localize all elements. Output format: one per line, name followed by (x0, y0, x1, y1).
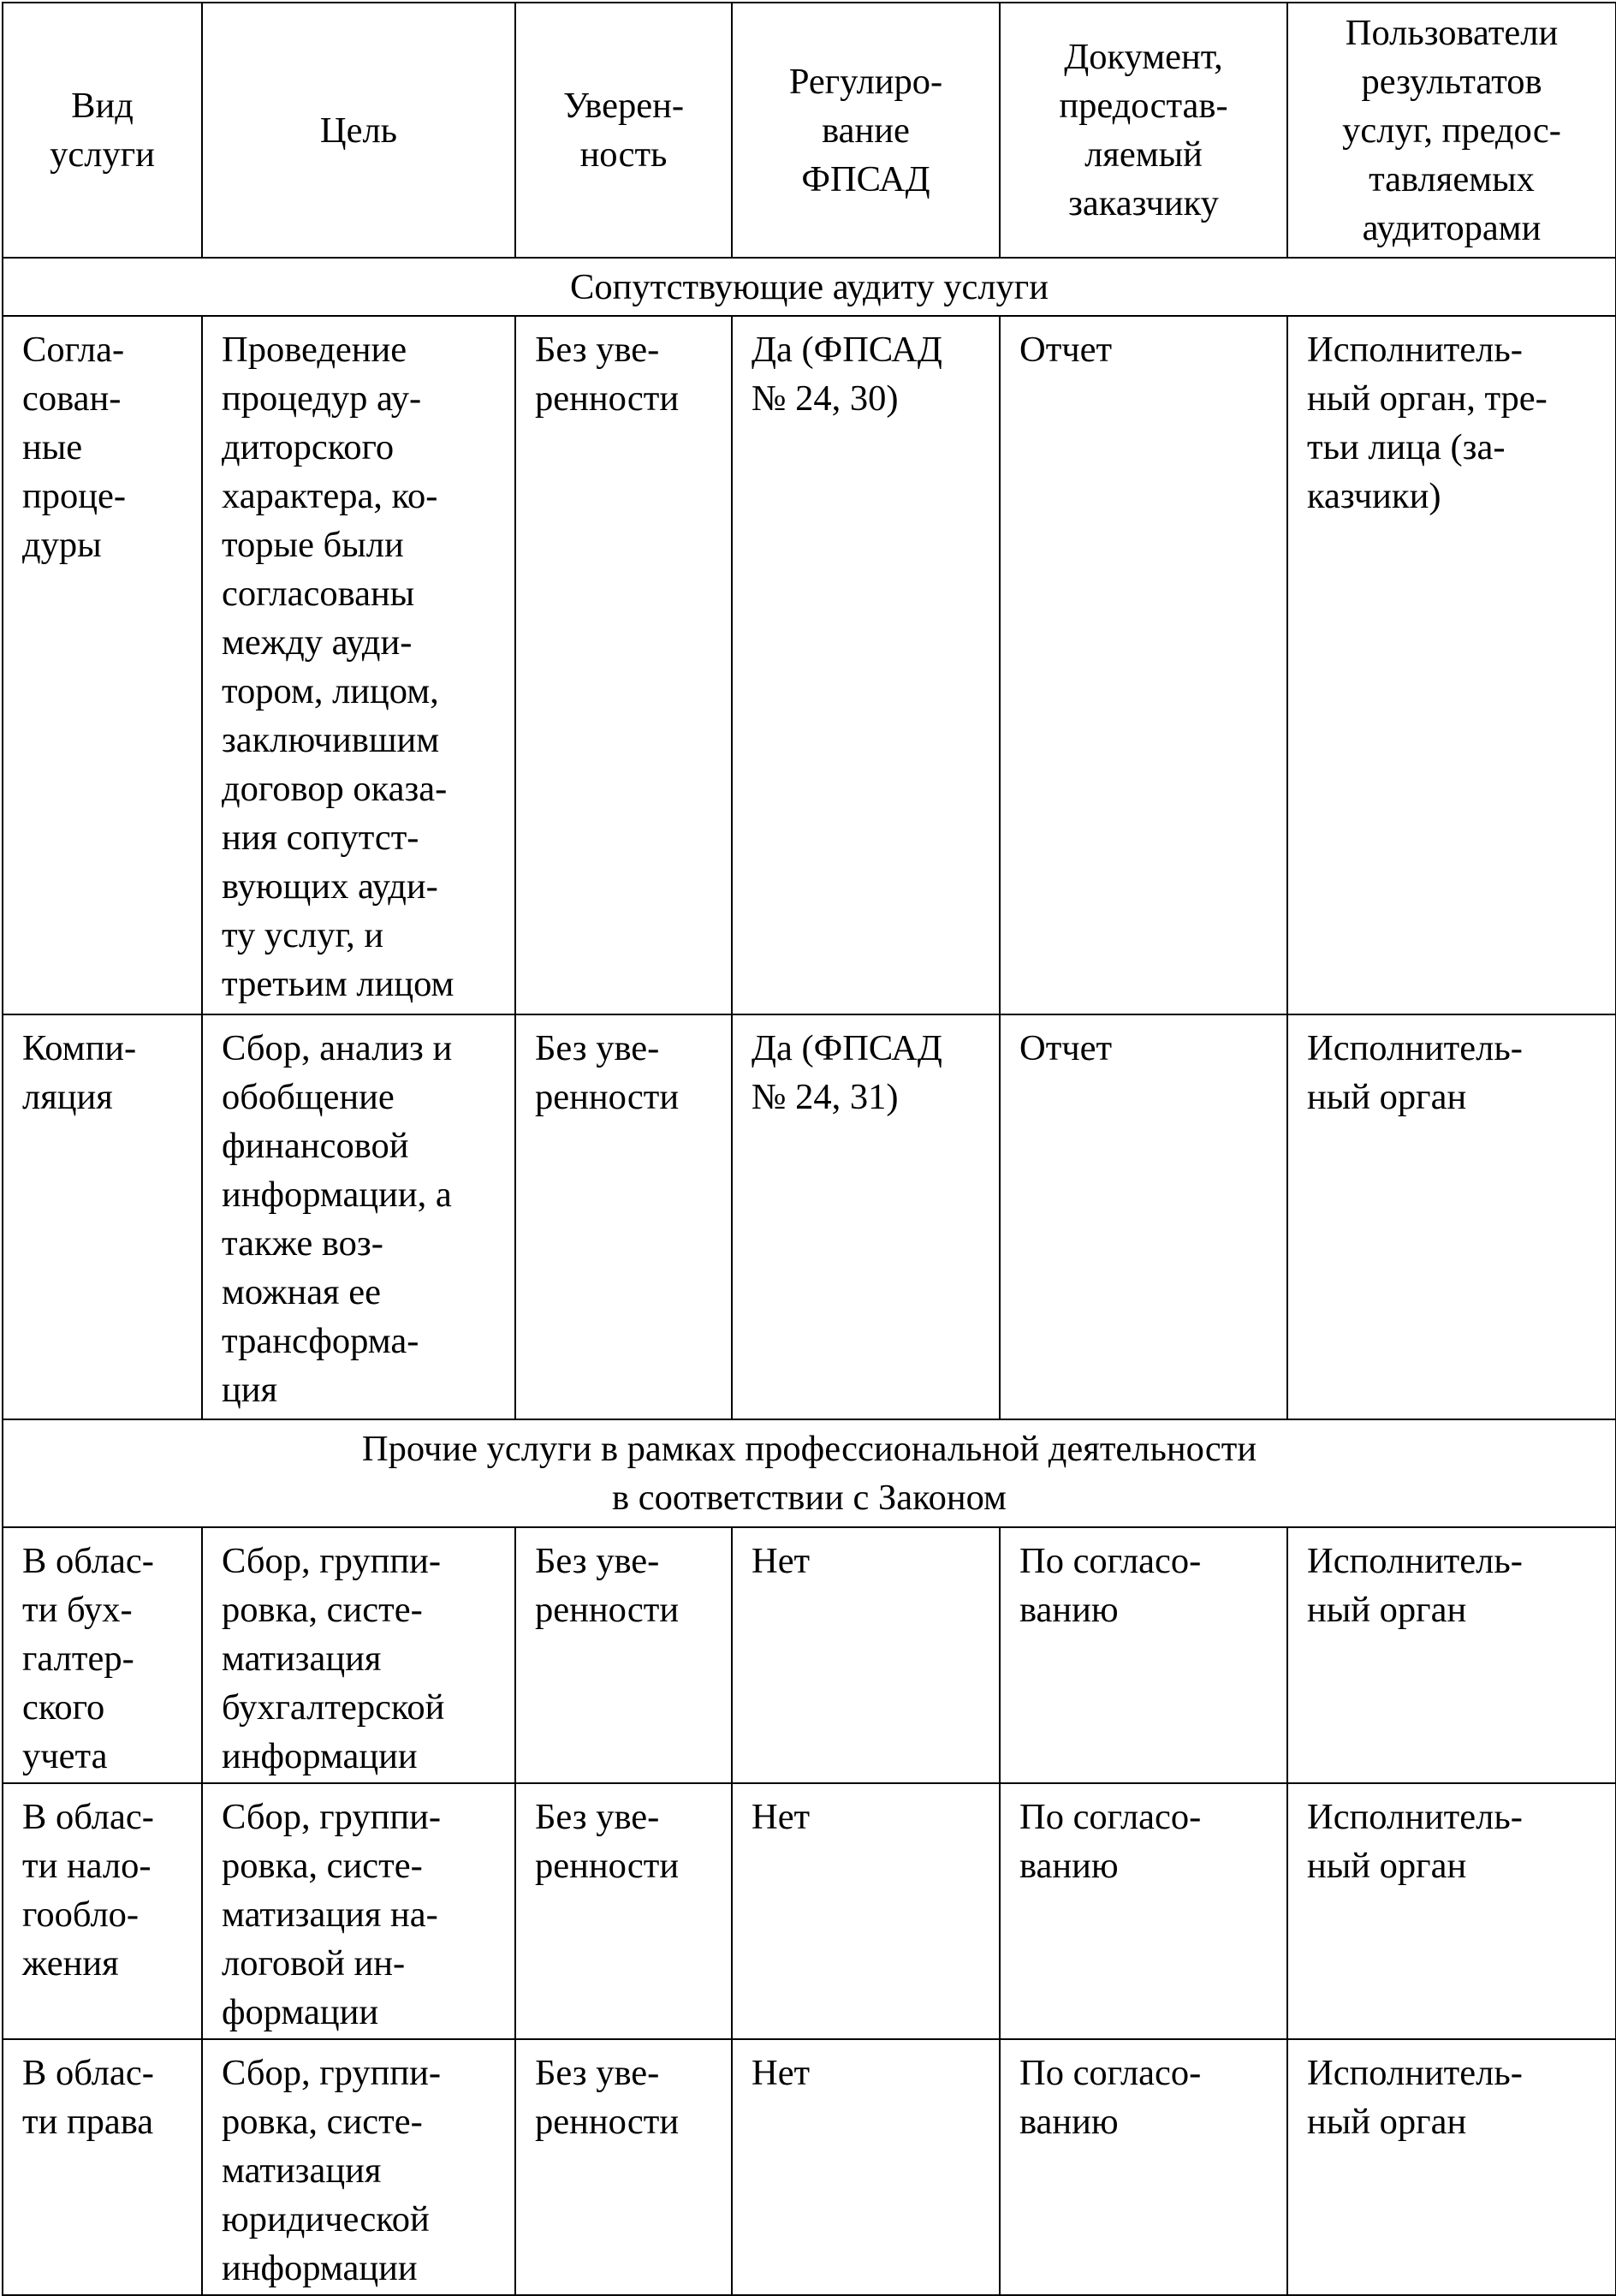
cell-line: информации (222, 2248, 418, 2288)
cell-line: Сбор, анализ и (222, 1028, 453, 1068)
cell-line: ти нало- (22, 1846, 152, 1886)
cell-line: По согласо- (1019, 2053, 1202, 2093)
cell-client-document (1000, 1014, 1287, 1419)
column-header-fpsad-regulation (732, 3, 1000, 258)
cell-line: № 24, 31) (752, 1077, 899, 1117)
cell-purpose (202, 1527, 515, 1783)
cell-line: ти бух- (22, 1590, 133, 1630)
cell-service-type (3, 2039, 202, 2295)
section-row (3, 1419, 1616, 1527)
table-row (3, 1783, 1616, 2039)
section-title (3, 258, 1616, 316)
cell-line: Исполнитель- (1307, 1541, 1523, 1581)
cell-line: Нет (752, 1541, 811, 1581)
cell-line: диторского (222, 427, 395, 467)
cell-line: логовой ин- (222, 1943, 406, 1984)
cell-line: обобщение (222, 1077, 395, 1117)
cell-fpsad-regulation (732, 316, 1000, 1014)
cell-line: Да (ФПСАД (752, 330, 942, 370)
cell-purpose (202, 1783, 515, 2039)
cell-line: ные (22, 427, 83, 467)
table-row (3, 1527, 1616, 1783)
cell-line: между ауди- (222, 622, 413, 663)
cell-client-document (1000, 2039, 1287, 2295)
cell-service-type (3, 1783, 202, 2039)
cell-line: договор оказа- (222, 769, 448, 809)
cell-line: ный орган, тре- (1307, 378, 1548, 419)
column-header-line: аудиторами (1362, 207, 1542, 248)
cell-result-users (1287, 2039, 1616, 2295)
cell-line: ренности (535, 2102, 680, 2142)
cell-line: тором, лицом, (222, 671, 439, 711)
cell-line: характера, ко- (222, 476, 438, 516)
column-header-line: услуг, предос- (1342, 110, 1561, 151)
cell-line: также воз- (222, 1223, 383, 1264)
cell-line: Исполнитель- (1307, 1028, 1523, 1068)
section-title (3, 1419, 1616, 1527)
section-title-line: Прочие услуги в рамках профессиональной деятельности (361, 1429, 1257, 1469)
cell-fpsad-regulation (732, 1014, 1000, 1419)
column-header-purpose (202, 3, 515, 258)
cell-line: ровка, систе- (222, 2102, 423, 2142)
cell-line: вующих ауди- (222, 866, 438, 907)
cell-line: тьи лица (за- (1307, 427, 1506, 467)
column-header-line: Пользователи (1345, 12, 1559, 53)
cell-line: заключившим (222, 720, 440, 760)
cell-line: дуры (22, 525, 102, 565)
cell-line: Сбор, группи- (222, 1541, 441, 1581)
cell-client-document (1000, 1527, 1287, 1783)
section-title-line: в соответствии с Законом (612, 1478, 1007, 1518)
cell-line: можная ее (222, 1272, 381, 1312)
cell-line: ровка, систе- (222, 1590, 423, 1630)
header-row (3, 3, 1616, 258)
cell-line: казчики) (1307, 476, 1441, 516)
cell-line: ный орган (1307, 1077, 1467, 1117)
column-header-line: ность (579, 134, 668, 175)
cell-assurance (515, 2039, 732, 2295)
cell-line: По согласо- (1019, 1797, 1202, 1837)
cell-fpsad-regulation (732, 1527, 1000, 1783)
cell-line: ренности (535, 378, 680, 419)
cell-line: В облас- (22, 2053, 154, 2093)
cell-line: учета (22, 1736, 108, 1776)
cell-line: ляция (22, 1077, 113, 1117)
cell-line: Без уве- (535, 2053, 660, 2093)
cell-line: Отчет (1019, 1028, 1113, 1068)
cell-line: Согла- (22, 330, 125, 370)
cell-line: ренности (535, 1077, 680, 1117)
column-header-result-users (1287, 3, 1616, 258)
cell-line: третьим лицом (222, 964, 454, 1004)
cell-line: ского (22, 1687, 105, 1728)
services-table (2, 2, 1616, 2296)
cell-line: Сбор, группи- (222, 1797, 441, 1837)
column-header-line: Цель (319, 110, 398, 151)
cell-line: ванию (1019, 2102, 1119, 2142)
cell-line: ный орган (1307, 1846, 1467, 1886)
column-header-line: тавляемых (1369, 158, 1535, 199)
cell-line: бухгалтерской (222, 1687, 445, 1728)
cell-line: В облас- (22, 1797, 154, 1837)
cell-line: жения (22, 1943, 119, 1984)
cell-line: юридической (222, 2199, 430, 2239)
cell-line: ванию (1019, 1590, 1119, 1630)
cell-line: информации (222, 1736, 418, 1776)
cell-purpose (202, 1014, 515, 1419)
cell-line: Да (ФПСАД (752, 1028, 942, 1068)
cell-line: Сбор, группи- (222, 2053, 441, 2093)
column-header-line: Уверен- (563, 86, 684, 126)
cell-fpsad-regulation (732, 1783, 1000, 2039)
cell-result-users (1287, 1014, 1616, 1419)
column-header-line: Регулиро- (788, 61, 943, 102)
cell-line: ренности (535, 1590, 680, 1630)
cell-line: Без уве- (535, 1028, 660, 1068)
cell-line: В облас- (22, 1541, 154, 1581)
cell-line: Компи- (22, 1028, 137, 1068)
column-header-line: ляемый (1084, 134, 1203, 175)
column-header-line: Вид (71, 86, 134, 126)
cell-assurance (515, 316, 732, 1014)
section-row (3, 258, 1616, 316)
cell-purpose (202, 316, 515, 1014)
cell-line: финансовой (222, 1126, 409, 1166)
cell-line: информации, а (222, 1175, 452, 1215)
column-header-client-document (1000, 3, 1287, 258)
cell-line: ту услуг, и (222, 915, 384, 955)
cell-line: сован- (22, 378, 122, 419)
cell-line: матизация на- (222, 1894, 438, 1935)
cell-line: Проведение (222, 330, 407, 370)
cell-line: № 24, 30) (752, 378, 899, 419)
table-row (3, 1014, 1616, 1419)
cell-line: Нет (752, 2053, 811, 2093)
cell-line: Исполнитель- (1307, 330, 1523, 370)
column-header-assurance (515, 3, 732, 258)
cell-line: гообло- (22, 1894, 140, 1935)
cell-line: матизация (222, 1639, 382, 1679)
cell-purpose (202, 2039, 515, 2295)
column-header-line: услуги (50, 134, 155, 175)
cell-line: Исполнитель- (1307, 1797, 1523, 1837)
cell-result-users (1287, 1783, 1616, 2039)
cell-result-users (1287, 1527, 1616, 1783)
cell-line: Отчет (1019, 330, 1113, 370)
cell-assurance (515, 1783, 732, 2039)
cell-service-type (3, 316, 202, 1014)
cell-line: согласованы (222, 574, 415, 614)
cell-line: матизация (222, 2150, 382, 2191)
cell-line: ренности (535, 1846, 680, 1886)
cell-line: ный орган (1307, 2102, 1467, 2142)
column-header-line: предостав- (1059, 86, 1228, 126)
cell-line: проце- (22, 476, 127, 516)
cell-assurance (515, 1014, 732, 1419)
cell-line: галтер- (22, 1639, 134, 1679)
cell-fpsad-regulation (732, 2039, 1000, 2295)
cell-client-document (1000, 316, 1287, 1014)
cell-line: Без уве- (535, 1797, 660, 1837)
cell-line: формации (222, 1992, 379, 2032)
cell-line: Без уве- (535, 330, 660, 370)
cell-line: ровка, систе- (222, 1846, 423, 1886)
column-header-line: Документ, (1064, 37, 1223, 77)
section-title-line: Сопутствующие аудиту услуги (570, 266, 1049, 307)
cell-result-users (1287, 316, 1616, 1014)
column-header-line: заказчику (1068, 183, 1219, 223)
table-row (3, 2039, 1616, 2295)
cell-line: Нет (752, 1797, 811, 1837)
cell-line: ция (222, 1370, 278, 1410)
cell-assurance (515, 1527, 732, 1783)
cell-line: По согласо- (1019, 1541, 1202, 1581)
column-header-line: вание (822, 110, 910, 151)
cell-service-type (3, 1527, 202, 1783)
cell-line: ти права (22, 2102, 154, 2142)
cell-line: ванию (1019, 1846, 1119, 1886)
table-row (3, 316, 1616, 1014)
cell-line: ния сопутст- (222, 818, 419, 858)
cell-line: Без уве- (535, 1541, 660, 1581)
cell-line: процедур ау- (222, 378, 422, 419)
cell-client-document (1000, 1783, 1287, 2039)
cell-line: торые были (222, 525, 404, 565)
column-header-line: ФПСАД (801, 158, 930, 199)
cell-line: ный орган (1307, 1590, 1467, 1630)
column-header-line: результатов (1361, 61, 1542, 102)
cell-service-type (3, 1014, 202, 1419)
column-header-service-type (3, 3, 202, 258)
cell-line: трансформа- (222, 1321, 419, 1361)
cell-line: Исполнитель- (1307, 2053, 1523, 2093)
